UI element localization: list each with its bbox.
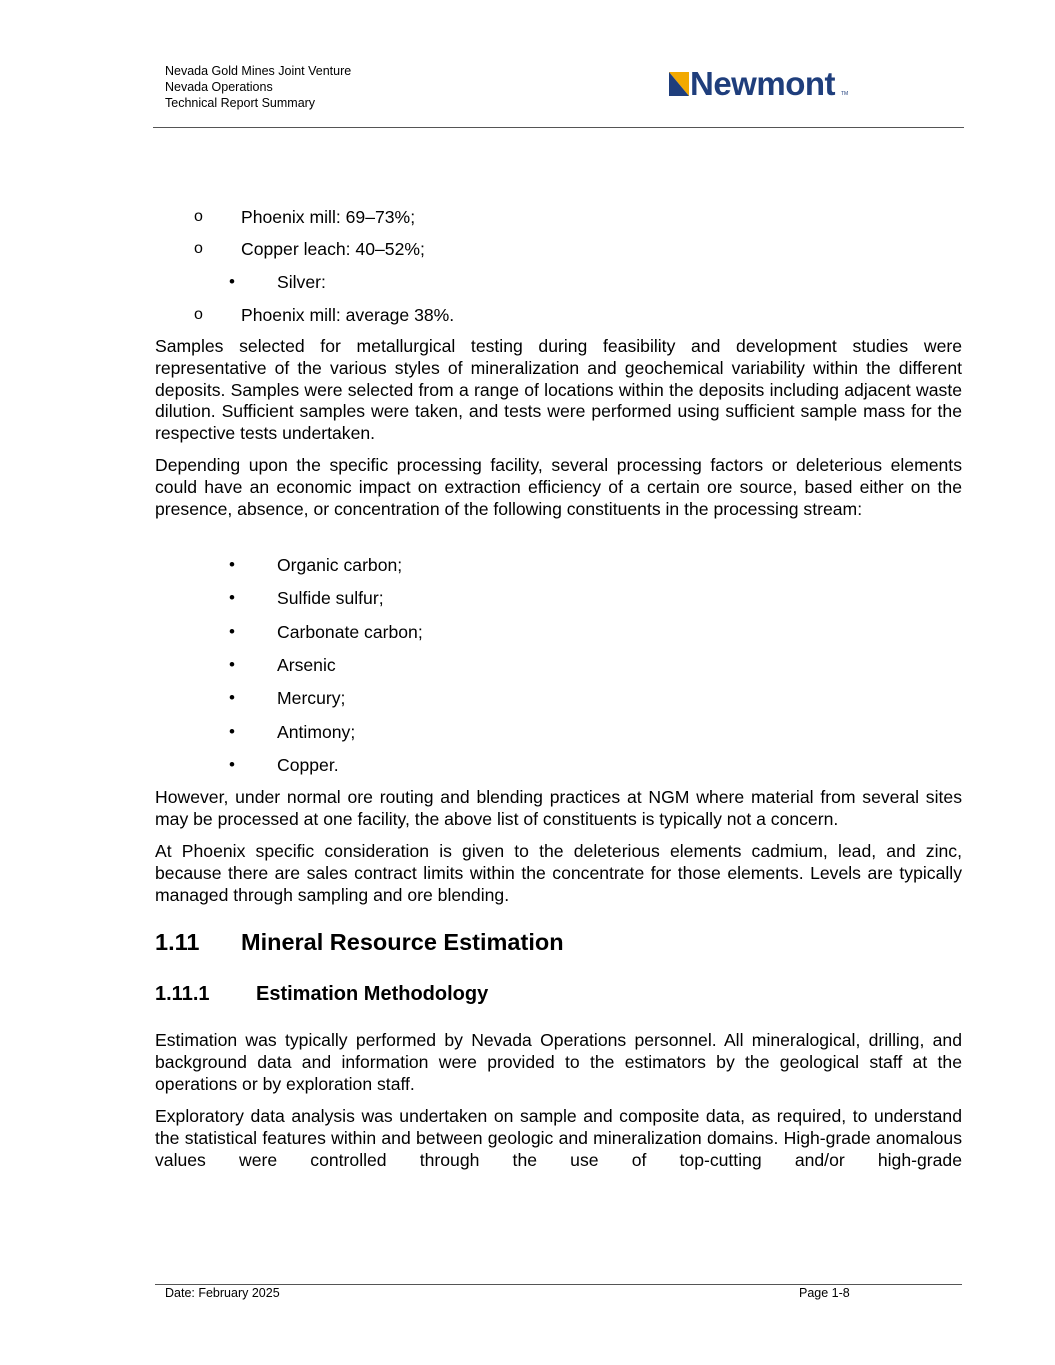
paragraph-estimation: Estimation was typically performed by Nevada Operations personnel. All mineralogical, drilling, and background data and information were provided to the estimators by the geological staff at the operations or by exploration staff. [155, 1030, 962, 1094]
list-item-silver: Silver: [277, 272, 326, 292]
list-item-constituent: Sulfide sulfur; [277, 588, 384, 608]
list-item-phoenix-mill: Phoenix mill: 69–73%; [241, 207, 416, 227]
list-marker-circle: o [194, 306, 203, 323]
list-marker-bullet: • [229, 622, 235, 641]
paragraph-samples: Samples selected for metallurgical testing during feasibility and development studies were representative of the various styles of mineralization and geochemical variability within the different deposits. Samples were selected from a range of locations within the deposits including adjacent waste dilution. Sufficient samples were taken, and tests were performed using sufficient sample mass for the respective tests undertaken. [155, 336, 962, 444]
newmont-logo [669, 65, 854, 104]
list-item-constituent: Antimony; [277, 722, 356, 742]
section-number: 1.11 [155, 929, 200, 955]
list-item-constituent: Copper. [277, 755, 339, 775]
header-divider [153, 127, 964, 128]
logo-chevron-icon [669, 72, 689, 96]
header-division: Nevada Operations [165, 80, 273, 94]
subsection-number: 1.11.1 [155, 983, 210, 1005]
list-marker-circle: o [194, 208, 203, 225]
section-heading [155, 929, 564, 956]
paragraph-exploratory: Exploratory data analysis was undertaken on sample and composite data, as required, to understand the statistical features within and between geologic and mineralization domains. High-grade anomalous values were controlled through the use of top-cutting and/or high-grade [155, 1106, 962, 1170]
list-item-constituent: Organic carbon; [277, 555, 403, 575]
list-marker-bullet: • [229, 588, 235, 607]
section-title: Mineral Resource Estimation [241, 929, 564, 955]
list-marker-bullet: • [229, 272, 235, 291]
subsection-heading [155, 983, 488, 1006]
list-marker-bullet: • [229, 555, 235, 574]
list-marker-circle: o [194, 240, 203, 257]
logo-trademark: TM [841, 91, 849, 97]
list-marker-bullet: • [229, 688, 235, 707]
list-item-phoenix-silver: Phoenix mill: average 38%. [241, 305, 455, 325]
footer-divider [155, 1284, 962, 1285]
header-block [165, 63, 351, 111]
list-marker-bullet: • [229, 755, 235, 774]
paragraph-ore-routing: However, under normal ore routing and blending practices at NGM where material from several sites may be processed at one facility, the above list of constituents is typically not a concern. [155, 787, 962, 829]
header-report-title: Technical Report Summary [165, 96, 316, 110]
list-marker-bullet: • [229, 655, 235, 674]
logo-wordmark: Newmont [690, 65, 835, 102]
paragraph-phoenix-deleterious: At Phoenix specific consideration is given to the deleterious elements cadmium, lead, and zinc, because there are sales contract limits within the concentrate for those elements. Levels are typically managed through sampling and ore blending. [155, 841, 962, 905]
list-item-constituent: Arsenic [277, 655, 336, 675]
header-company: Nevada Gold Mines Joint Venture [165, 64, 352, 78]
list-item-constituent: Mercury; [277, 688, 346, 708]
footer-date: Date: February 2025 [165, 1286, 280, 1300]
list-item-constituent: Carbonate carbon; [277, 622, 423, 642]
subsection-title: Estimation Methodology [256, 983, 489, 1005]
list-marker-bullet: • [229, 722, 235, 741]
footer-page-number: Page 1-8 [799, 1286, 850, 1300]
paragraph-processing-factors: Depending upon the specific processing facility, several processing factors or deleterious elements could have an economic impact on extraction efficiency of a certain ore source, based either on the presence, absence, or concentration of the following constituents in the processing stream: [155, 455, 962, 519]
list-item-copper-leach: Copper leach: 40–52%; [241, 239, 425, 259]
